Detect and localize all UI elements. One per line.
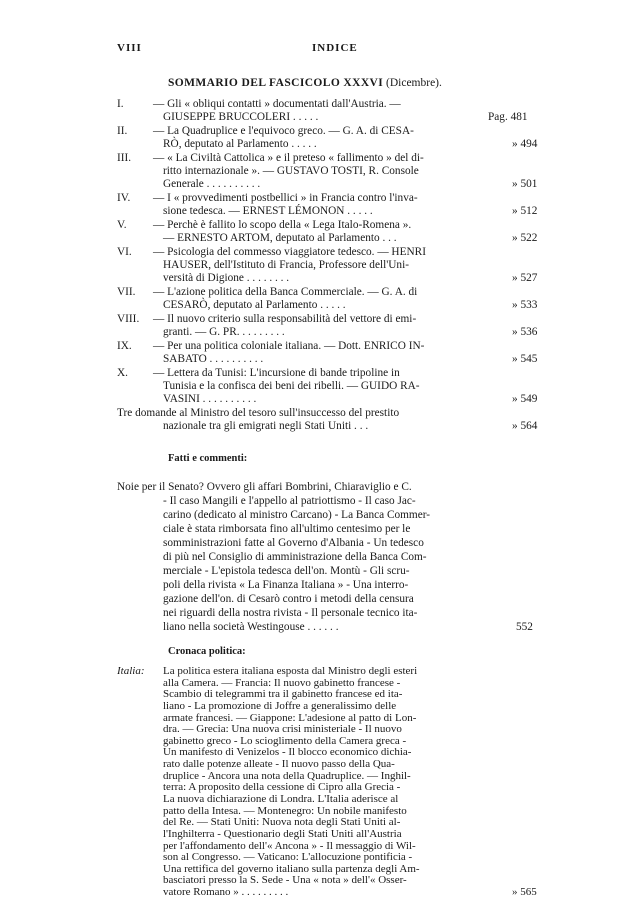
entry-line: nazionale tra gli emigrati negli Stati Uniti . . .	[163, 420, 369, 432]
entry-line: SABATO . . . . . . . . . .	[163, 353, 264, 365]
cronaca-page: » 565	[512, 886, 537, 898]
cronaca-line: terra: A proposito della cessione di Cipro alla Grecia -	[163, 781, 401, 794]
entry-number: I.	[117, 98, 124, 110]
cronaca-line: dra. — Grecia: Una nuova crisi ministeriale - Il nuovo	[163, 723, 402, 736]
cronaca-line: druplice - Ancora una nota della Quadruplice. — Inghil-	[163, 769, 411, 782]
page-header-title: INDICE	[312, 42, 358, 54]
entry-number: VII.	[117, 286, 136, 298]
entry-page: » 564	[512, 420, 538, 432]
entry-line: RÒ, deputato al Parlamento . . . . .	[163, 138, 317, 150]
entry-line: VASINI . . . . . . . . . .	[163, 393, 257, 405]
entry-line: — Il nuovo criterio sulla responsabilità del vettore di emi-	[153, 313, 417, 325]
entry-line: — Lettera da Tunisi: L'incursione di bande tripoline in	[153, 367, 400, 379]
entry-line: — ERNESTO ARTOM, deputato al Parlamento . . .	[163, 232, 397, 244]
summary-title	[168, 77, 442, 89]
entry-number: II.	[117, 125, 128, 137]
fatti-line: merciale - L'epistola tedesca dell'on. Montù - Gli scru-	[163, 565, 410, 577]
cronaca-line: patto della Intesa. — Montenegro: Un nobile manifesto	[163, 804, 407, 817]
entry-line: ritto internazionale ». — GUSTAVO TOSTI, R. Console	[163, 165, 419, 177]
entry-number: VIII.	[117, 313, 140, 325]
cronaca-line: Un manifesto di Venizelos - Il blocco economico dichia-	[163, 746, 412, 759]
entry-line: — « La Civiltà Cattolica » e il preteso « fallimento » del di-	[153, 152, 424, 164]
summary-title-month: (Dicembre).	[386, 77, 442, 89]
section-heading-cronaca: Cronaca politica:	[168, 646, 246, 657]
fatti-line: ciale è stata rimborsata fino all'ultimo centesimo per le	[163, 523, 411, 535]
entry-line: granti. — G. PR. . . . . . . . .	[163, 326, 285, 338]
entry-page: » 501	[512, 178, 538, 190]
cronaca-line: vatore Romano » . . . . . . . . .	[163, 886, 289, 898]
entry-page: Pag. 481	[488, 111, 528, 123]
entry-number: IV.	[117, 192, 131, 204]
entry-line: Generale . . . . . . . . . .	[163, 178, 261, 190]
entry-line: — I « provvedimenti postbellici » in Francia contro l'inva-	[153, 192, 418, 204]
fatti-line: - Il caso Mangili e l'appello al patriottismo - Il caso Jac-	[163, 495, 416, 507]
cronaca-line: La nuova dichiarazione di Londra. L'Italia aderisce al	[163, 792, 399, 805]
entry-line: versità di Digione . . . . . . . .	[163, 272, 290, 284]
entry-line: sione tedesca. — ERNEST LÉMONON . . . . .	[163, 205, 373, 217]
entry-page: » 533	[512, 299, 538, 311]
page-number-roman: VIII	[117, 42, 142, 54]
fatti-line: liano nella società Westingouse . . . . . .	[163, 621, 339, 633]
entry-line: — La Quadruplice e l'equivoco greco. — G. A. di CESA-	[153, 125, 414, 137]
cronaca-line: basciatori presso la S. Sede - Una « nota » dell'« Osser-	[163, 874, 407, 887]
entry-number: VI.	[117, 246, 132, 258]
cronaca-line: Scambio di telegrammi tra il gabinetto francese ed ita-	[163, 688, 403, 701]
entry-page: » 549	[512, 393, 538, 405]
cronaca-line: del Re. — Stati Uniti: Nuova nota degli Stati Uniti al-	[163, 816, 401, 829]
fatti-line: Noie per il Senato? Ovvero gli affari Bombrini, Chiaraviglio e C.	[117, 481, 412, 493]
summary-title-main: SOMMARIO DEL FASCICOLO XXXVI	[168, 77, 384, 89]
cronaca-line: rato dalle potenze alleate - Il nuovo passo della Qua-	[163, 758, 395, 771]
cronaca-line: La politica estera italiana esposta dal Ministro degli esteri	[163, 665, 418, 677]
entry-line: CESARÒ, deputato al Parlamento . . . . .	[163, 299, 346, 311]
fatti-line: gazione dell'on. di Cesarò contro i metodi della censura	[163, 593, 414, 605]
entry-line: — L'azione politica della Banca Commerciale. — G. A. di	[153, 286, 418, 298]
entry-page: » 522	[512, 232, 538, 244]
entry-line: Tunisia e la confisca dei beni dei ribelli. — GUIDO RA-	[163, 380, 420, 392]
fatti-line: somministrazioni fatte al Governo d'Albania - Un tedesco	[163, 537, 424, 549]
entry-line: — Psicologia del commesso viaggiatore tedesco. — HENRI	[153, 246, 426, 258]
cronaca-line: per l'affondamento dell'« Ancona » - Il messaggio di Wil-	[163, 839, 416, 852]
cronaca-line: l'Inghilterra - Questionario degli Stati Uniti all'Austria	[163, 827, 402, 840]
entry-number: V.	[117, 219, 127, 231]
entry-page: » 512	[512, 205, 538, 217]
fatti-page: 552	[516, 621, 533, 633]
cronaca-country-label: Italia:	[117, 665, 145, 677]
entry-page: » 536	[512, 326, 538, 338]
cronaca-line: gabinetto greco - Lo scioglimento della Camera greca -	[163, 734, 407, 747]
entry-line: — Gli « obliqui contatti » documentati dall'Austria. —	[153, 98, 401, 110]
entry-line: Tre domande al Ministro del tesoro sull'insuccesso del prestito	[117, 407, 400, 419]
fatti-line: poli della rivista « La Finanza Italiana » - Una interro-	[163, 579, 409, 591]
cronaca-line: alla Camera. — Francia: Il nuovo gabinetto francese -	[163, 676, 401, 689]
entry-page: » 527	[512, 272, 538, 284]
cronaca-line: Una rettifica del governo italiano sulla partenza degli Am-	[163, 862, 420, 875]
cronaca-line: liano - La promozione di Joffre a generalissimo delle	[163, 699, 397, 712]
entry-line: — Per una politica coloniale italiana. — Dott. ENRICO IN-	[153, 340, 425, 352]
fatti-line: di più nel Consiglio di amministrazione della Banca Com-	[163, 551, 427, 563]
fatti-line: nei riguardi della nostra rivista - Il personale tecnico ita-	[163, 607, 418, 619]
entry-line: HAUSER, dell'Istituto di Francia, Professore dell'Uni-	[163, 259, 409, 271]
entry-line: GIUSEPPE BRUCCOLERI . . . . .	[163, 111, 319, 123]
cronaca-line: armate francesi. — Giappone: L'adesione al patto di Lon-	[163, 711, 417, 724]
entry-page: » 545	[512, 353, 538, 365]
entry-page: » 494	[512, 138, 538, 150]
cronaca-line: son al Congresso. — Vaticano: L'allocuzione pontificia -	[163, 851, 413, 864]
entry-number: IX.	[117, 340, 132, 352]
fatti-line: carino (dedicato al ministro Carcano) - La Banca Commer-	[163, 509, 431, 521]
entry-number: X.	[117, 367, 128, 379]
section-heading-fatti: Fatti e commenti:	[168, 453, 248, 464]
entry-line: — Perchè è fallito lo scopo della « Lega Italo-Romena ».	[153, 219, 412, 231]
entry-number: III.	[117, 152, 132, 164]
